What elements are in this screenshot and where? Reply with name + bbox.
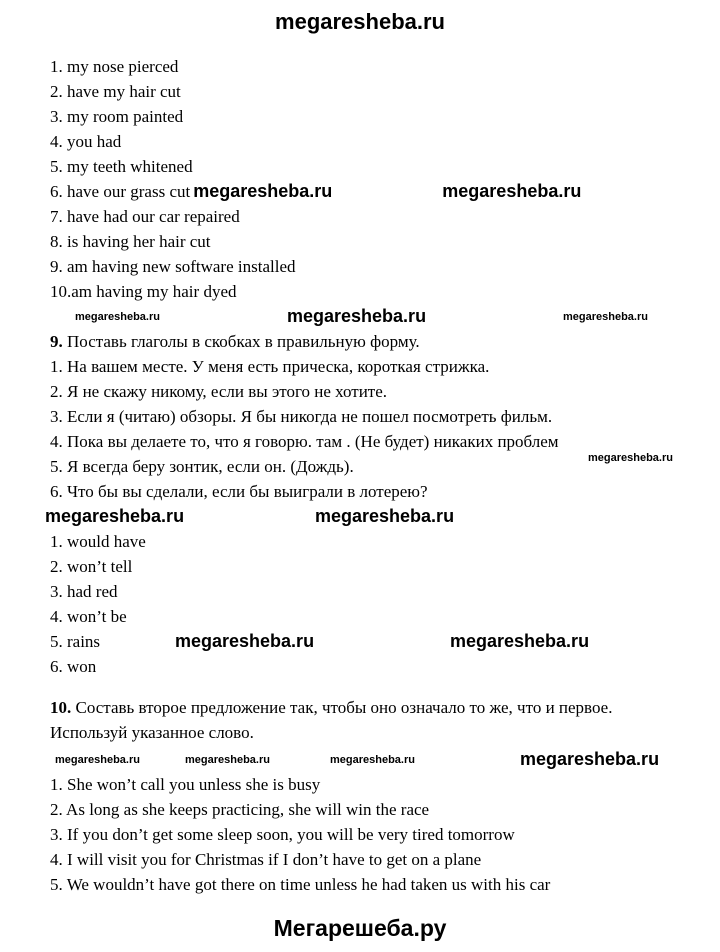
item-text: 4. I will visit you for Christmas if I don’t have to get on a plane (50, 850, 482, 869)
list-item (50, 229, 690, 254)
item-text: 6. have our grass cut (50, 182, 191, 201)
item-text: 4. won’t be (50, 607, 127, 626)
item-text: 3. If you don’t get some sleep soon, you will be very tired tomorrow (50, 825, 515, 844)
question-item (50, 404, 690, 429)
item-text: 5. We wouldn’t have got there on time unless he had taken us with his car (50, 875, 551, 894)
answer-item (50, 654, 690, 679)
sentence-item (50, 797, 690, 822)
item-text: 1. my nose pierced (50, 57, 179, 76)
watermark: megaresheba.ru (588, 452, 673, 464)
item-text: 2. Я не скажу никому, если вы этого не хотите. (50, 382, 388, 401)
watermark: megaresheba.ru (175, 631, 315, 651)
list-item (50, 79, 690, 104)
item-text: 9. am having new software installed (50, 257, 296, 276)
watermark: megaresheba.ru (563, 311, 648, 323)
list-item (50, 279, 690, 304)
item-text: 2. As long as she keeps practicing, she will win the race (50, 800, 430, 819)
answer-item (50, 629, 690, 654)
watermark: megaresheba.ru (315, 506, 455, 526)
answer-item (50, 529, 690, 554)
item-text: 1. She won’t call you unless she is busy (50, 775, 321, 794)
list-item (50, 254, 690, 279)
item-text: 4. you had (50, 132, 122, 151)
item-text: 5. rains (50, 632, 101, 651)
sentence-item (50, 872, 690, 897)
list-item (50, 129, 690, 154)
watermark: megaresheba.ru (75, 311, 160, 323)
watermark-row (0, 504, 720, 529)
item-text: 6. Что бы вы сделали, если бы выиграли в лотерею? (50, 482, 428, 501)
sentence-item (50, 822, 690, 847)
watermark-row (0, 747, 720, 772)
answer-item (50, 604, 690, 629)
item-text: 10.am having my hair dyed (50, 282, 237, 301)
item-text: 8. is having her hair cut (50, 232, 211, 251)
exercise-instruction: Составь второе предложение так, чтобы оно означало то же, что и первое. Используй указанное слово. (50, 698, 613, 742)
item-text: 4. Пока вы делаете то, что я говорю. там . (Не будет) никаких проблем (50, 432, 559, 451)
watermark: megaresheba.ru (450, 631, 590, 651)
answer-item (50, 579, 690, 604)
exercise-9-heading (50, 329, 690, 354)
item-text: 2. won’t tell (50, 557, 133, 576)
footer-title: Мегарешеба.ру (273, 915, 447, 941)
item-text: 1. would have (50, 532, 146, 551)
item-text: 5. my teeth whitened (50, 157, 193, 176)
list-item (50, 54, 690, 79)
watermark: megaresheba.ru (55, 754, 140, 766)
item-text: 3. Если я (читаю) обзоры. Я бы никогда не пошел посмотреть фильм. (50, 407, 553, 426)
watermark: megaresheba.ru (330, 754, 415, 766)
exercise-10-heading (50, 695, 690, 745)
list-item (50, 154, 690, 179)
item-text: 3. my room painted (50, 107, 184, 126)
exercise-instruction: Поставь глаголы в скобках в правильную форму. (67, 332, 420, 351)
answer-item (50, 554, 690, 579)
sentence-item (50, 772, 690, 797)
item-text: 3. had red (50, 582, 118, 601)
question-item (50, 429, 690, 454)
item-text: 5. Я всегда беру зонтик, если он. (Дождь). (50, 457, 354, 476)
watermark-row (0, 304, 720, 329)
exercise-number: 9. (50, 332, 63, 351)
watermark: megaresheba.ru (185, 754, 270, 766)
watermark: megaresheba.ru (193, 181, 333, 201)
list-item (50, 204, 690, 229)
item-text: 2. have my hair cut (50, 82, 181, 101)
exercise-number: 10. (50, 698, 72, 717)
exercise-10-sentences (50, 772, 690, 897)
exercise-9-answers (50, 529, 690, 679)
question-item (50, 379, 690, 404)
item-text: 7. have had our car repaired (50, 207, 240, 226)
sentence-item (50, 847, 690, 872)
item-text: 1. На вашем месте. У меня есть прическа, короткая стрижка. (50, 357, 490, 376)
question-item (50, 354, 690, 379)
question-item (50, 479, 690, 504)
watermark: megaresheba.ru (45, 506, 185, 526)
watermark: megaresheba.ru (442, 181, 582, 201)
item-text: 6. won (50, 657, 97, 676)
exercise-9-questions (50, 354, 690, 504)
exercise-8-answers (50, 54, 690, 304)
list-item (50, 179, 690, 204)
watermark: megaresheba.ru (520, 749, 660, 769)
watermark: megaresheba.ru (287, 306, 427, 326)
page-title: megaresheba.ru (275, 9, 445, 34)
list-item (50, 104, 690, 129)
